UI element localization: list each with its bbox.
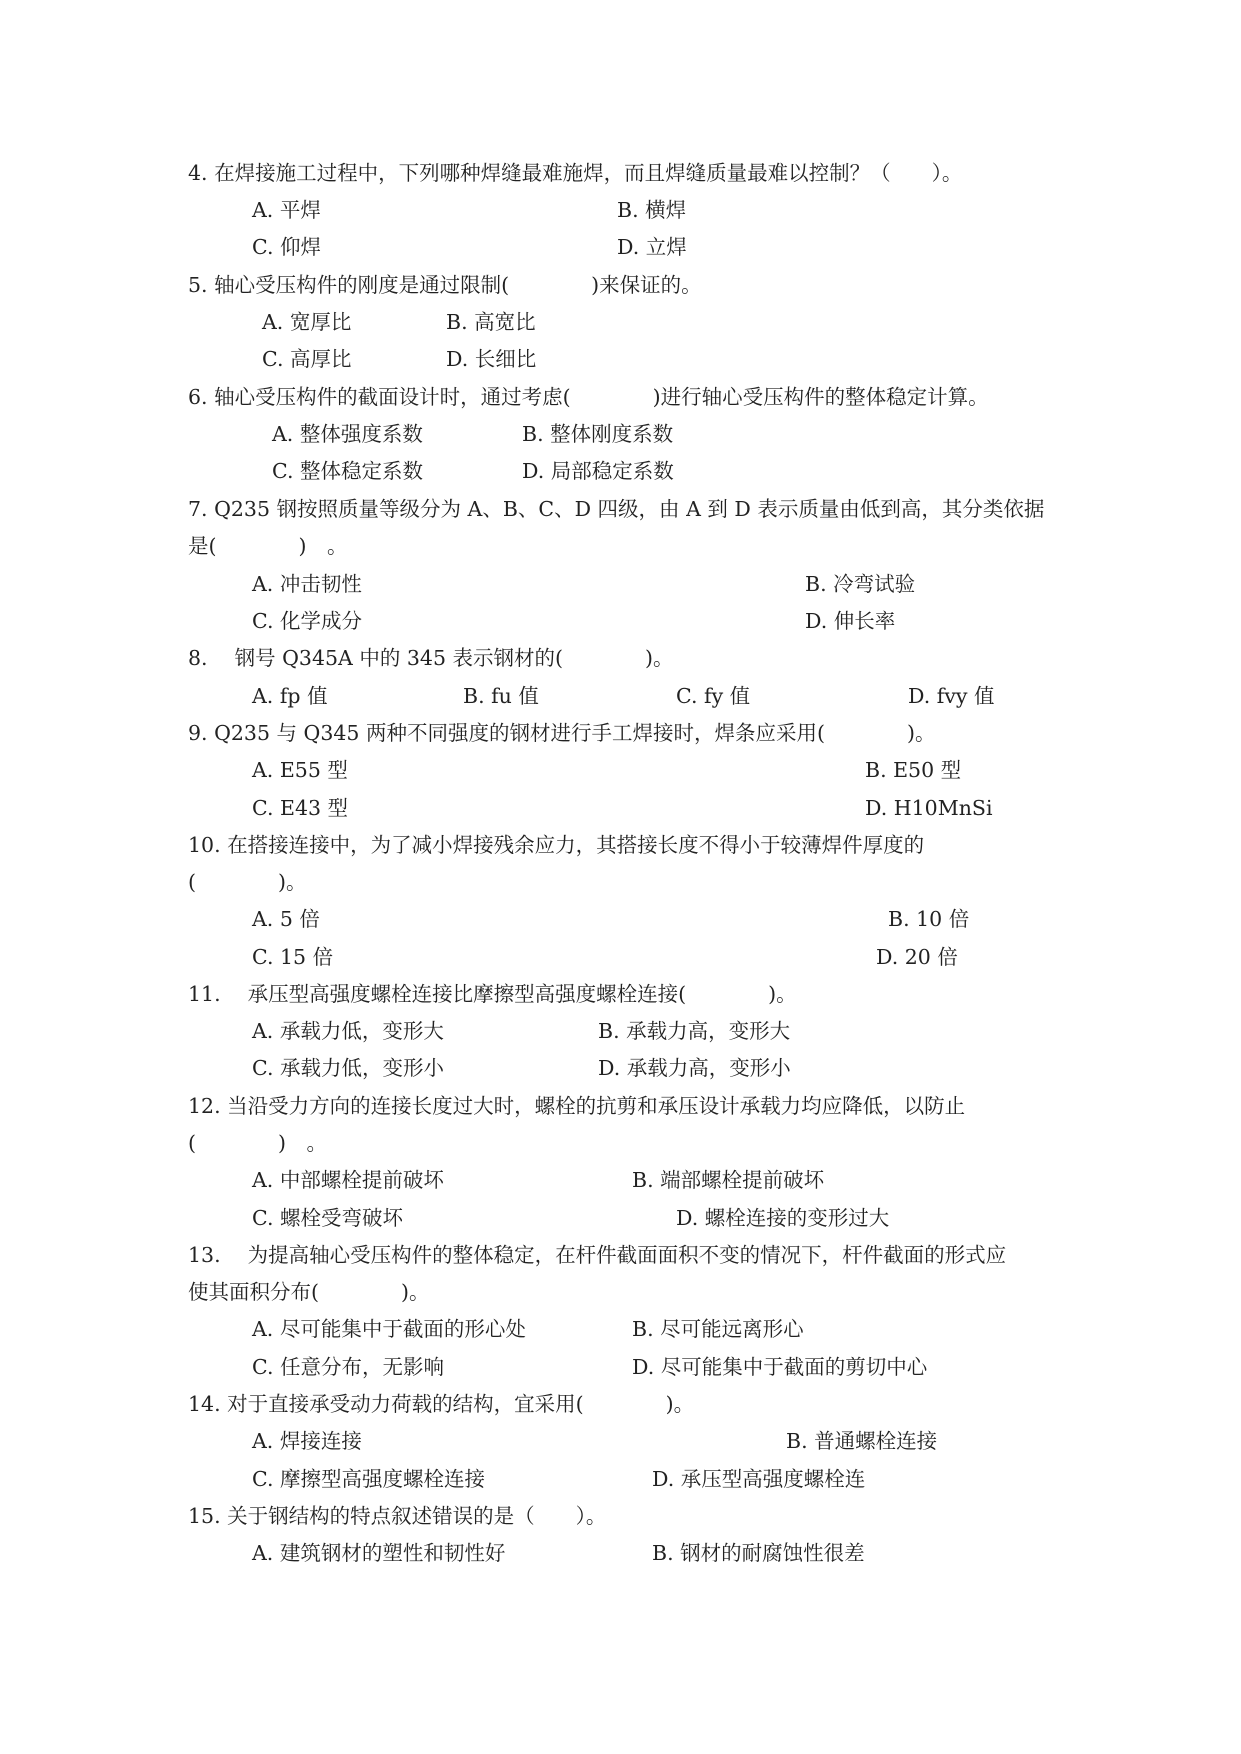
q14-option-a: A. 焊接连接 bbox=[252, 1429, 362, 1453]
q13-option-b: B. 尽可能远离形心 bbox=[632, 1317, 804, 1341]
question-14: 14. 对于直接承受动力荷载的结构，宜采用( )。 bbox=[188, 1392, 695, 1416]
q14-option-d: D. 承压型高强度螺栓连 bbox=[652, 1467, 866, 1491]
q7-option-a: A. 冲击韧性 bbox=[252, 572, 362, 596]
q12-option-b: B. 端部螺栓提前破坏 bbox=[632, 1168, 825, 1192]
q7-option-d: D. 伸长率 bbox=[805, 609, 896, 633]
q12-option-c: C. 螺栓受弯破坏 bbox=[252, 1206, 403, 1230]
q5-option-b: B. 高宽比 bbox=[446, 310, 536, 334]
question-11: 11. 承压型高强度螺栓连接比摩擦型高强度螺栓连接( )。 bbox=[188, 982, 797, 1006]
q8-option-b: B. fu 值 bbox=[463, 684, 539, 708]
question-7-line-2: 是( ) 。 bbox=[188, 534, 348, 558]
question-8: 8. 钢号 Q345A 中的 345 表示钢材的( )。 bbox=[188, 646, 674, 670]
q4-option-c: C. 仰焊 bbox=[252, 235, 321, 259]
q11-option-b: B. 承载力高，变形大 bbox=[598, 1019, 791, 1043]
q7-option-b: B. 冷弯试验 bbox=[805, 572, 916, 596]
question-10-line-2: ( )。 bbox=[188, 870, 307, 894]
q9-option-c: C. E43 型 bbox=[252, 796, 349, 820]
q14-option-b: B. 普通螺栓连接 bbox=[786, 1429, 938, 1453]
question-7-line-1: 7. Q235 钢按照质量等级分为 A、B、C、D 四级，由 A 到 D 表示质量由低到高，其分类依据 bbox=[188, 497, 1045, 521]
q15-option-a: A. 建筑钢材的塑性和韧性好 bbox=[252, 1541, 506, 1565]
q7-option-c: C. 化学成分 bbox=[252, 609, 362, 633]
q4-option-d: D. 立焊 bbox=[617, 235, 687, 259]
question-13-line-1: 13. 为提高轴心受压构件的整体稳定，在杆件截面面积不变的情况下，杆件截面的形式应 bbox=[188, 1243, 1007, 1267]
question-12-line-1: 12. 当沿受力方向的连接长度过大时，螺栓的抗剪和承压设计承载力均应降低，以防止 bbox=[188, 1094, 966, 1118]
q9-option-a: A. E55 型 bbox=[252, 758, 348, 782]
q8-option-c: C. fy 值 bbox=[676, 684, 751, 708]
q6-option-b: B. 整体刚度系数 bbox=[522, 422, 674, 446]
q11-option-d: D. 承载力高，变形小 bbox=[598, 1056, 791, 1080]
question-9: 9. Q235 与 Q345 两种不同强度的钢材进行手工焊接时，焊条应采用( )。 bbox=[188, 721, 936, 745]
question-15: 15. 关于钢结构的特点叙述错误的是（ ）。 bbox=[188, 1504, 607, 1528]
q15-option-b: B. 钢材的耐腐蚀性很差 bbox=[652, 1541, 865, 1565]
question-4: 4. 在焊接施工过程中，下列哪种焊缝最难施焊，而且焊缝质量最难以控制？（ ）。 bbox=[188, 161, 963, 185]
q6-option-a: A. 整体强度系数 bbox=[272, 422, 423, 446]
q12-option-d: D. 螺栓连接的变形过大 bbox=[676, 1206, 890, 1230]
q10-option-a: A. 5 倍 bbox=[252, 907, 320, 931]
q10-option-b: B. 10 倍 bbox=[888, 907, 970, 931]
q13-option-a: A. 尽可能集中于截面的形心处 bbox=[252, 1317, 526, 1341]
q6-option-c: C. 整体稳定系数 bbox=[272, 459, 423, 483]
question-12-line-2: ( ) 。 bbox=[188, 1131, 327, 1155]
q10-option-c: C. 15 倍 bbox=[252, 945, 334, 969]
q8-option-a: A. fp 值 bbox=[252, 684, 328, 708]
q9-option-d: D. H10MnSi bbox=[865, 796, 993, 820]
q11-option-c: C. 承载力低，变形小 bbox=[252, 1056, 444, 1080]
q6-option-d: D. 局部稳定系数 bbox=[522, 459, 674, 483]
q4-option-b: B. 横焊 bbox=[617, 198, 687, 222]
q5-option-d: D. 长细比 bbox=[446, 347, 537, 371]
q9-option-b: B. E50 型 bbox=[865, 758, 962, 782]
q13-option-d: D. 尽可能集中于截面的剪切中心 bbox=[632, 1355, 928, 1379]
q5-option-a: A. 宽厚比 bbox=[262, 310, 352, 334]
q8-option-d: D. fvy 值 bbox=[908, 684, 995, 708]
q14-option-c: C. 摩擦型高强度螺栓连接 bbox=[252, 1467, 485, 1491]
q10-option-d: D. 20 倍 bbox=[876, 945, 958, 969]
q12-option-a: A. 中部螺栓提前破坏 bbox=[252, 1168, 444, 1192]
question-6: 6. 轴心受压构件的截面设计时，通过考虑( )进行轴心受压构件的整体稳定计算。 bbox=[188, 385, 989, 409]
question-5: 5. 轴心受压构件的刚度是通过限制( )来保证的。 bbox=[188, 273, 702, 297]
question-13-line-2: 使其面积分布( )。 bbox=[188, 1280, 430, 1304]
q5-option-c: C. 高厚比 bbox=[262, 347, 352, 371]
question-10-line-1: 10. 在搭接连接中，为了减小焊接残余应力，其搭接长度不得小于较薄焊件厚度的 bbox=[188, 833, 925, 857]
q13-option-c: C. 任意分布，无影响 bbox=[252, 1355, 444, 1379]
q11-option-a: A. 承载力低，变形大 bbox=[252, 1019, 444, 1043]
q4-option-a: A. 平焊 bbox=[252, 198, 321, 222]
